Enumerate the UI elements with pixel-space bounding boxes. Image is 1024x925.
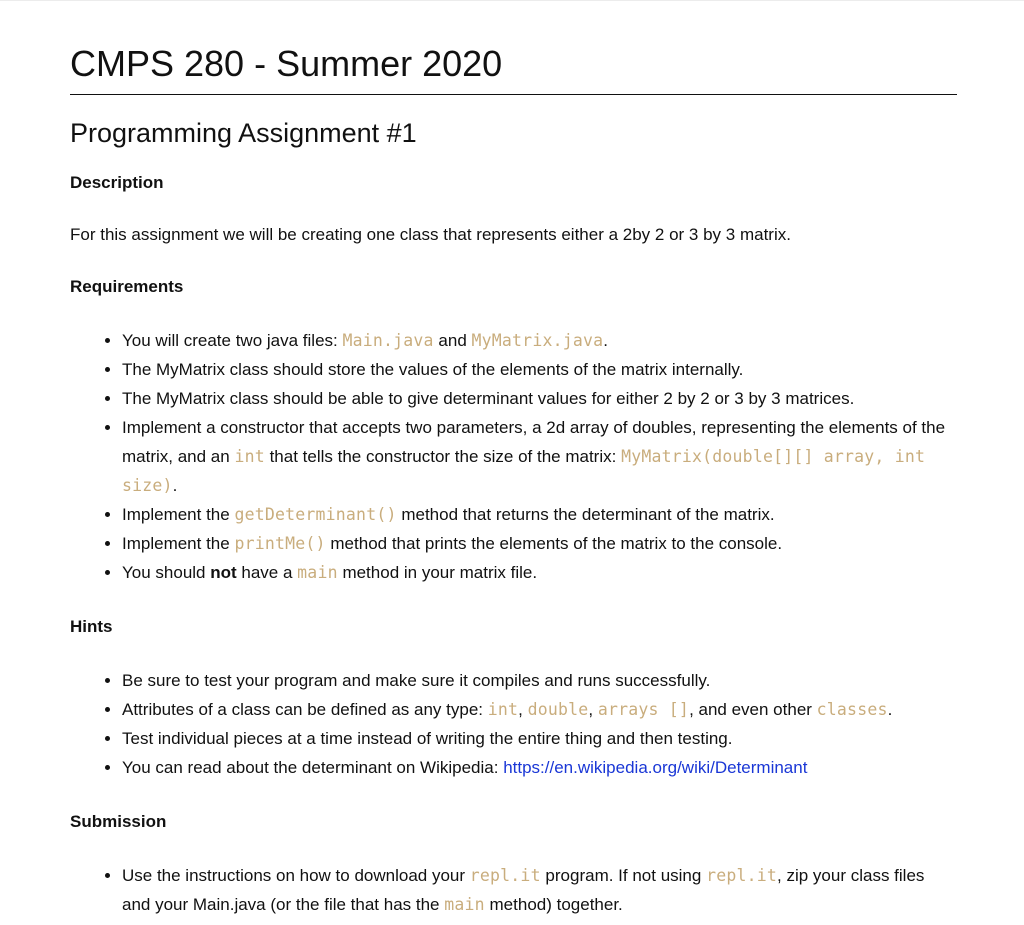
text: Implement the xyxy=(122,534,235,553)
list-item xyxy=(122,558,957,587)
list-item xyxy=(122,500,957,529)
text: Use the instructions on how to download your xyxy=(122,866,470,885)
text: method that prints the elements of the matrix to the console. xyxy=(325,534,783,553)
text: , and even other xyxy=(689,700,817,719)
code-snippet: printMe() xyxy=(234,534,326,553)
text: that tells the constructor the size of the matrix: xyxy=(264,447,622,466)
code-snippet: arrays [] xyxy=(597,700,690,719)
top-divider xyxy=(0,0,1024,1)
text: You will create two java files: xyxy=(122,331,343,350)
description-text: For this assignment we will be creating one class that represents either a 2by 2 or 3 by 3 matrix. xyxy=(70,225,791,244)
hints-list xyxy=(70,666,957,782)
list-item: • Test individual pieces at a time instead of writing the entire thing and then testing. xyxy=(122,724,957,753)
code-snippet: getDeterminant() xyxy=(234,505,397,524)
list-item: • The MyMatrix class should be able to give determinant values for either 2 by 2 or 3 by 3 matrices. xyxy=(122,384,957,413)
requirements-list xyxy=(70,326,957,587)
page-title: CMPS 280 - Summer 2020 xyxy=(70,40,957,95)
list-item: • Be sure to test your program and make sure it compiles and runs successfully. xyxy=(122,666,957,695)
document-page xyxy=(70,40,957,919)
text: Implement the xyxy=(122,505,235,524)
code-snippet: Main.java xyxy=(342,331,434,350)
list-item xyxy=(122,753,957,782)
list-item xyxy=(122,413,957,500)
code-snippet: double xyxy=(527,700,589,719)
text: and xyxy=(433,331,472,350)
text: program. If not using xyxy=(540,866,707,885)
submission-heading: Submission xyxy=(70,812,167,831)
text: method) together. xyxy=(484,895,623,914)
text: Attributes of a class can be defined as any type: xyxy=(122,700,488,719)
text: method in your matrix file. xyxy=(337,563,538,582)
list-item xyxy=(122,529,957,558)
code-snippet: int xyxy=(487,700,519,719)
text: You can read about the determinant on Wikipedia: xyxy=(122,758,504,777)
text: . xyxy=(172,476,178,495)
text: . xyxy=(603,331,608,350)
list-item xyxy=(122,326,957,355)
requirements-heading: Requirements xyxy=(70,277,184,296)
text: , xyxy=(588,700,598,719)
submission-list xyxy=(70,861,957,919)
description-heading: Description xyxy=(70,173,164,192)
code-snippet: repl.it xyxy=(469,866,541,885)
text: . xyxy=(887,700,893,719)
emphasis: not xyxy=(210,563,237,582)
code-snippet: MyMatrix(double[][] array, int size) xyxy=(122,447,926,495)
code-snippet: repl.it xyxy=(706,866,778,885)
code-snippet: main xyxy=(444,895,485,914)
assignment-title: Programming Assignment #1 xyxy=(70,118,417,148)
hints-heading: Hints xyxy=(70,617,113,636)
list-item xyxy=(122,861,957,919)
text: method that returns the determinant of the matrix. xyxy=(396,505,775,524)
text: Implement a constructor that accepts two parameters, a 2d array of doubles, representing the elements of the matrix, and an xyxy=(122,418,946,466)
list-item xyxy=(122,695,957,724)
text: , xyxy=(518,700,528,719)
text: have a xyxy=(236,563,298,582)
text: You should xyxy=(122,563,211,582)
code-snippet: MyMatrix.java xyxy=(471,331,604,350)
code-snippet: int xyxy=(234,447,265,466)
list-item: • The MyMatrix class should store the values of the elements of the matrix internally. xyxy=(122,355,957,384)
code-snippet: classes xyxy=(816,700,888,719)
text: , zip your class files and your Main.java (or the file that has the xyxy=(122,866,925,914)
code-snippet: main xyxy=(297,563,338,582)
wikipedia-link[interactable]: https://en.wikipedia.org/wiki/Determinant xyxy=(503,758,808,777)
